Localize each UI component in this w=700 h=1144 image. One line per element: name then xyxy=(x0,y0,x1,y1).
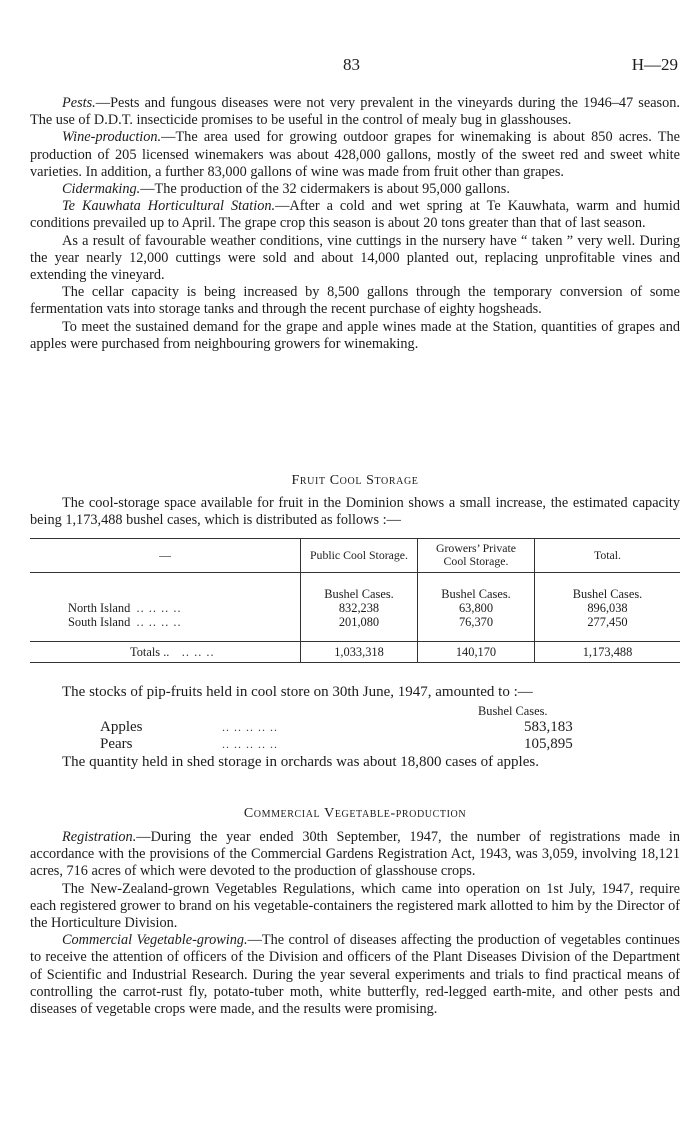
paragraph-text: —The production of the 32 cidermakers is about 95,000 gallons. xyxy=(140,181,510,198)
paragraph-text: —Pests and fungous diseases were not very prevalent in the vineyards during the 1946–47 season. The use of D.D.T. insecticide promises to be useful in the control of mealy bug in glasshouses. xyxy=(30,95,680,129)
stock-label: Pears xyxy=(100,736,133,753)
table-cell: 201,080 xyxy=(301,615,418,642)
stock-label: Apples xyxy=(100,718,143,735)
paragraph-vine-cuttings: As a result of favourable weather conditions, vine cuttings in the nursery have “ taken ” very well. During the year nearly 12,000 cuttings were sold and about 14,000 planted out, replacing unprofitable vines and extending the vineyard. xyxy=(30,232,680,284)
cool-storage-table xyxy=(30,538,680,663)
page-number: 83 xyxy=(343,55,360,74)
paragraph-lead: Cidermaking. xyxy=(62,181,141,198)
leader-dots: .. .. .. .. .. xyxy=(222,719,278,734)
table-units-row xyxy=(30,573,680,602)
stocks-intro: The stocks of pip-fruits held in cool store on 30th June, 1947, amounted to :— xyxy=(62,684,533,700)
table-cell: 896,038 xyxy=(535,601,681,615)
page-header xyxy=(0,56,700,76)
column-header-public: Public Cool Storage. xyxy=(301,539,418,573)
unit-label: Bushel Cases. xyxy=(301,573,418,602)
stocks-block xyxy=(30,684,680,771)
paragraph-regulations: The New-Zealand-grown Vegetables Regulations, which came into operation on 1st July, 1947, require each registered grower to brand on his vegetable-containers the registered mark allotted to him by the Director of the Horticulture Division. xyxy=(30,880,680,932)
paragraph-grape-apple-wines: To meet the sustained demand for the grape and apple wines made at the Station, quantities of grapes and apples were purchased from neighbouring growers for winemaking. xyxy=(30,318,680,352)
total-cell: 1,173,488 xyxy=(535,642,681,663)
row-label xyxy=(30,615,301,642)
column-header-private: Growers’ Private Cool Storage. xyxy=(418,539,535,573)
table-cell: 63,800 xyxy=(418,601,535,615)
totals-label-text: Totals .. xyxy=(130,645,170,659)
leader-dots: .. .. .. xyxy=(181,645,215,659)
paragraph-text: —After a cold and wet spring at Te Kauwhata, warm and humid conditions prevailed up to April. The grape crop this season is about 20 tons greater than that of last season. xyxy=(30,198,680,232)
total-cell: 140,170 xyxy=(418,642,535,663)
paragraph-cidermaking xyxy=(30,181,680,198)
paragraph-lead: Commercial Vegetable-growing. xyxy=(62,932,248,949)
paragraph-cellar-capacity: The cellar capacity is being increased by 8,500 gallons through the temporary conversion of some fermentation vats into storage tanks and through the recent purchase of eighty hogsheads. xyxy=(30,284,680,318)
cool-storage-intro: The cool-storage space available for fruit in the Dominion shows a small increase, the estimated capacity being 1,173,488 bushel cases, which is distributed as follows :— xyxy=(30,495,680,529)
stock-value: 583,183 xyxy=(524,718,573,735)
paragraph-text: —During the year ended 30th September, 1947, the number of registrations made in accordance with the provisions of the Commercial Gardens Registration Act, 1943, was 3,059, involving 18,121 acres, 716 acres of which were devoted to the production of glasshouse crops. xyxy=(30,829,680,880)
paragraph-lead: Registration. xyxy=(62,829,137,845)
fruit-cool-storage-heading-block xyxy=(30,472,680,489)
vegetable-section xyxy=(30,829,680,1018)
table-row xyxy=(30,615,680,642)
leader-dots: .. .. .. .. xyxy=(136,601,182,615)
section-heading-vegetable-production: Commercial Vegetable-production xyxy=(243,806,467,821)
section-heading-fruit-cool-storage: Fruit Cool Storage xyxy=(291,473,419,488)
leader-dots: .. .. .. .. .. xyxy=(222,737,278,752)
row-label-text: North Island xyxy=(68,601,131,615)
totals-label xyxy=(30,642,301,663)
leader-dots: .. .. .. .. xyxy=(136,615,182,629)
table-totals-row xyxy=(30,642,680,663)
paragraph-pests xyxy=(30,95,680,129)
paragraph-text: —The control of diseases affecting the production of vegetables continues to receive the attention of officers of the Division and officers of the Plant Diseases Division of the Department of Scientific and Industrial Research. During the year several experiments and trials to find practical means of controlling the carrot-rust fly, potato-tuber moth, white butterfly, red-legged earth-mite, and other pests and diseases of vegetable crops were made, and the results were promising. xyxy=(30,932,680,1018)
paragraph-lead: Pests. xyxy=(62,95,96,111)
paragraph-text: —The area used for growing outdoor grapes for winemaking is about 850 acres. The production of 205 licensed winemakers was about 428,000 gallons, mostly of the sweet red and sweet white varieties. In addition, a further 83,000 gallons of wine was made from fruit other than grapes. xyxy=(30,129,680,180)
table-cell: 277,450 xyxy=(535,615,681,642)
table-row xyxy=(30,601,680,615)
stocks-unit: Bushel Cases. xyxy=(478,704,548,719)
total-cell: 1,033,318 xyxy=(301,642,418,663)
table-cell: 76,370 xyxy=(418,615,535,642)
stock-row-pears xyxy=(30,736,680,754)
stocks-unit-line xyxy=(30,701,680,719)
vegetable-heading-block xyxy=(30,805,680,822)
paragraph-vegetable-growing xyxy=(30,932,680,1018)
vineyard-section xyxy=(30,95,680,353)
fruit-cool-storage-intro-block xyxy=(30,495,680,529)
paragraph-wine-production xyxy=(30,129,680,181)
shed-storage-note: The quantity held in shed storage in orchards was about 18,800 cases of apples. xyxy=(62,753,539,770)
stock-value: 105,895 xyxy=(524,736,573,753)
paragraph-lead: Wine-production. xyxy=(62,129,162,146)
row-label-text: South Island xyxy=(68,615,131,629)
column-header-total: Total. xyxy=(535,539,681,573)
stock-row-apples xyxy=(30,719,680,737)
row-label xyxy=(30,601,301,615)
unit-label: Bushel Cases. xyxy=(535,573,681,602)
unit-label: Bushel Cases. xyxy=(418,573,535,602)
document-reference: H—29 xyxy=(631,55,678,74)
paragraph-te-kauwhata xyxy=(30,198,680,232)
paragraph-lead: Te Kauwhata Horticultural Station. xyxy=(62,198,276,215)
table-corner: — xyxy=(30,539,301,573)
paragraph-registration xyxy=(30,829,680,881)
table-cell: 832,238 xyxy=(301,601,418,615)
